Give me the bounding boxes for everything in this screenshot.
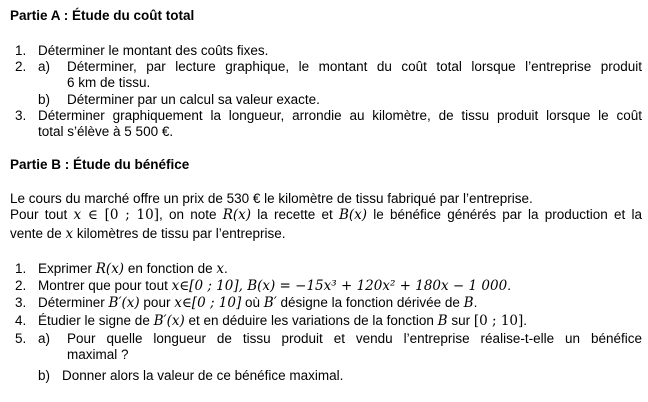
item-text: Déterminer graphiquement la longueur, arrondie au kilomètre, de tissu produit lorsque le coût [38,108,642,123]
intro-line-1: Le cours du marché offre un prix de 530 € le kilomètre de tissu fabriqué par l’entreprise. [10,191,533,206]
item-number: 5. [15,331,27,346]
item-text: Déterminer par un calcul sa valeur exacte. [67,92,320,107]
item-number: 2. [15,59,27,74]
sub-item-letter: a) [38,59,51,74]
item-number: 1. [15,261,27,276]
item-text-cont: 6 km de tissu. [67,75,151,90]
part-b-title: Partie B : Étude du bénéfice [10,157,190,172]
item-number: 4. [15,313,27,328]
item-text: Déterminer B′(x) pour x∈[0 ; 10] où B′ désigne la fonction dérivée de B. [38,295,478,311]
item-text: Étudier le signe de B′(x) et en déduire les variations de la fonction B sur [0 ; 10]. [38,313,528,329]
sub-item-letter: b) [38,368,51,383]
intro-line-3: vente de x kilomètres de tissu par l’entreprise. [10,226,286,242]
item-text: Donner alors la valeur de ce bénéfice maximal. [62,368,344,383]
intro-line-2: Pour tout x ∈ [0 ; 10], on note R(x) la recette et B(x) le bénéfice générés par la production et la [10,207,643,223]
item-text: Exprimer R(x) en fonction de x. [38,261,228,277]
sub-item-letter: a) [38,331,51,346]
item-text: Déterminer le montant des coûts fixes. [38,43,269,58]
item-text-cont: maximal ? [67,347,129,362]
item-number: 3. [15,108,27,123]
sub-item-letter: b) [38,92,51,107]
item-number: 3. [15,295,27,310]
item-text: Pour quelle longueur de tissu produit et vendu l’entreprise réalise-t-elle un bénéfice [67,331,642,346]
item-text: Montrer que pour tout x∈[0 ; 10], B(x) = −15x³ + 120x² + 180x − 1 000. [38,278,511,294]
item-text: Déterminer, par lecture graphique, le montant du coût total lorsque l’entreprise produit [67,59,642,74]
item-number: 1. [15,43,27,58]
part-a-title: Partie A : Étude du coût total [10,8,195,23]
item-text-cont: total s’élève à 5 500 €. [38,124,174,139]
item-number: 2. [15,278,27,293]
